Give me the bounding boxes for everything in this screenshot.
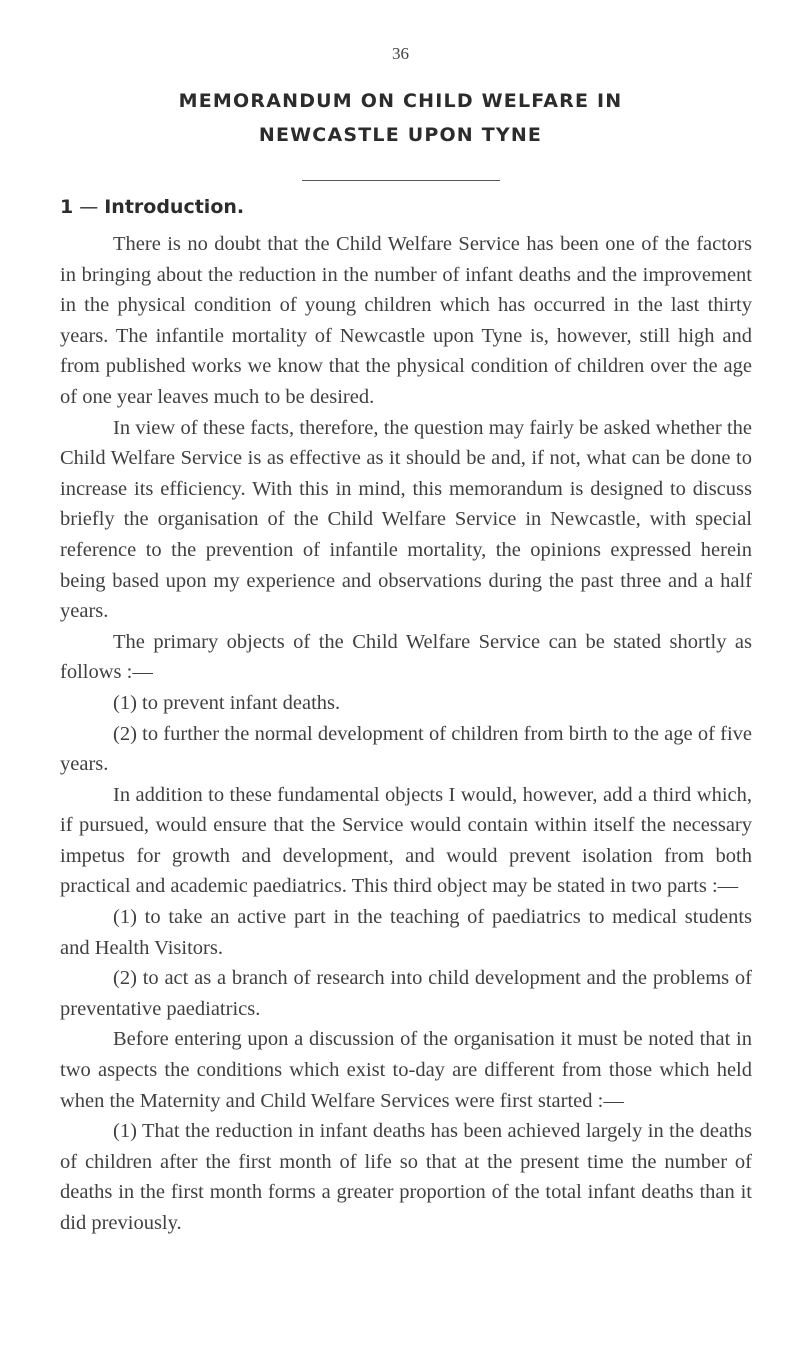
section-heading [60, 196, 244, 218]
document-title-line-1: MEMORANDUM ON CHILD WELFARE IN [178, 90, 623, 112]
section-dash: — [79, 196, 99, 218]
title-divider [302, 180, 500, 181]
section-number: 1 [60, 196, 74, 218]
body-text [60, 229, 752, 1239]
paragraph-conditions: Before entering upon a discussion of the organisation it must be noted that in two aspects the conditions which exist to-day are different from those which held when the Maternity and Child Welfare Services were first started :— [60, 1028, 752, 1112]
list-item-conditions-1: (1) That the reduction in infant deaths has been achieved largely in the deaths of children after the first month of life so that at the present time the number of deaths in the first month forms a greater proportion of the total infant deaths than it did previously. [60, 1120, 752, 1234]
list-item-third-2: (2) to act as a branch of research into child development and the problems of preventative paediatrics. [60, 967, 752, 1020]
paragraph-intro: There is no doubt that the Child Welfare Service has been one of the factors in bringing about the reduction in the number of infant deaths and the improvement in the physical condition of young children which has occurred in the last thirty years. The infantile mortality of Newcastle upon Tyne is, however, still high and from published works we know that the physical condition of children over the age of one year leaves much to be desired. [60, 233, 752, 408]
page-number: 36 [392, 44, 409, 63]
document-title-line-2: NEWCASTLE UPON TYNE [258, 124, 543, 146]
list-item-third-1: (1) to take an active part in the teaching of paediatrics to medical students and Health Visitors. [60, 906, 752, 959]
list-item-primary-2: (2) to further the normal development of children from birth to the age of five years. [60, 722, 752, 776]
list-item-primary-1: (1) to prevent infant deaths. [113, 691, 341, 714]
paragraph-question: In view of these facts, therefore, the question may fairly be asked whether the Child Welfare Service is as effective as it should be and, if not, what can be done to increase its efficiency. With this in mind, this memorandum is designed to discuss briefly the organisation of the Child Welfare Service in Newcastle, with special reference to the prevention of infantile mortality, the opinions expressed herein being based upon my experience and observations during the past three and a half years. [60, 416, 752, 623]
paragraph-primary-objects: The primary objects of the Child Welfare Service can be stated shortly as follows :— [60, 630, 752, 684]
section-title: Introduction. [104, 196, 245, 218]
paragraph-third-object: In addition to these fundamental objects I would, however, add a third which, if pursued, would ensure that the Service would contain within itself the necessary impetus for growth and development, and would prevent isolation from both practical and academic paediatrics. This third object may be stated in two parts :— [60, 783, 752, 898]
